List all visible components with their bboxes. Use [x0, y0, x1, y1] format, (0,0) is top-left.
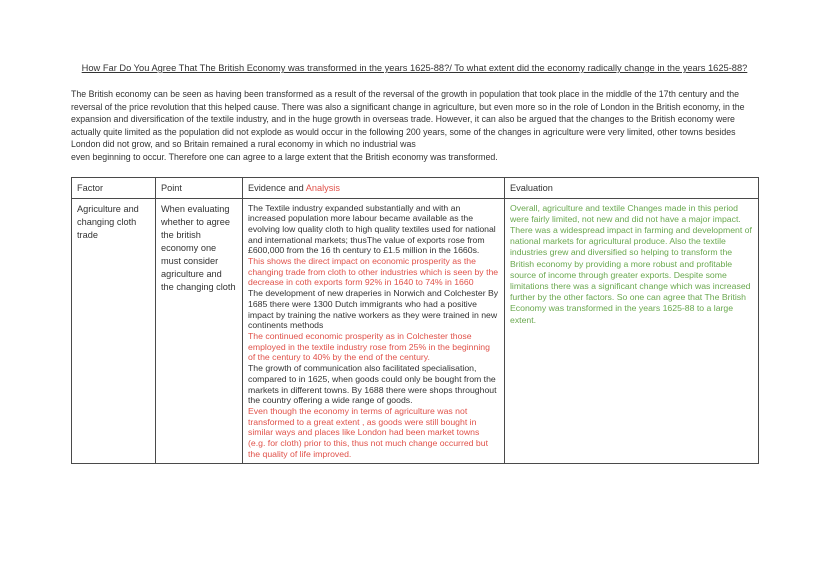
evidence-segment: The growth of communication also facilitated specialisation, compared to in 1625, when goods could only be bought from the markets in different towns. By 1688 there were shops throughout the country offering a wide range of goods.: [248, 363, 497, 406]
evidence-segment: The continued economic prosperity as in Colchester those employed in the textile industry rose from 25% in the beginning of the century to 40% by the end of the century.: [248, 331, 490, 363]
essay-table: [71, 177, 759, 465]
intro-paragraph-part1: The British economy can be seen as having been transformed as a result of the reversal of the growth in population that took place in the middle of the 17th century and the reversal of the price revolution that this helped cause. There was also a significant change in agriculture, but even more so in the role of London in the British economy, in the expansion and diversification of the textile industry, and in the huge growth in overseas trade. However, it can also be argued that the changes to the British economy were actually quite limited as the population did not explode as would occur in the following 200 years, some of the changes in agriculture were very limited, other towns besides London did not grow, and so Britain remained a rural economy in which no industrial was: [71, 89, 745, 150]
evidence-segment: Even though the economy in terms of agriculture was not transformed to a great extent , as goods were still bought in similar ways and places like London had been market towns (e.g. for cloth) prior to this, thus not much change occurred but the quality of life improved.: [248, 405, 488, 459]
evidence-segment: This shows the direct impact on economic prosperity as the changing trade from cloth to other industries which is seen by the decrease in coth exports form 92% in 1640 to 74% in 1660: [248, 256, 499, 288]
header-evaluation: Evaluation: [505, 177, 759, 198]
header-analysis-highlight: Analysis: [305, 182, 340, 193]
point-cell: When evaluating whether to agree the british economy one must consider agriculture and the changing cloth: [156, 198, 243, 464]
header-factor: Factor: [72, 177, 156, 198]
intro-paragraph-part2: even beginning to occur. Therefore one can agree to a large extent that the British economy was transformed.: [71, 151, 498, 162]
header-evidence-prefix: Evidence and: [248, 182, 306, 193]
evidence-segment: The Textile industry expanded substantially and with an increased population more labour became available as the evolving low quality cloth to high quality textiles used for national and international markets; thusThe value of exports rose from £600,000 from the 16 th century to £1.5 million in the 1660s.: [248, 202, 496, 256]
evaluation-cell: Overall, agriculture and textile Changes made in this period were fairly limited, not new and did not have a major impact. There was a widespread impact in farming and development of national markets for agricultural produce. Also the textile industries grew and diversified so helping to transform the British economy by providing a more robust and profitable source of income through greater exports. Despite some limitations there was a significant change which was increased further by the other factors. So one can agree that The British Economy was transformed in the years 1625-88 to a large extent.: [505, 198, 759, 464]
essay-title: How Far Do You Agree That The British Economy was transformed in the years 1625-88?/ To what extent did the economy radically change in the years 1625-88?: [81, 63, 748, 73]
evidence-analysis-cell: [243, 198, 505, 464]
factor-cell: Agriculture and changing cloth trade: [72, 198, 156, 464]
evidence-segment: The development of new draperies in Norwich and Colchester By 1685 there were 1300 Dutch immigrants who had a positive impact by training the native workers as they were trained in new continents methods: [248, 288, 499, 331]
intro-paragraph: [71, 88, 761, 164]
header-point: Point: [156, 177, 243, 198]
table-header-row: [72, 177, 759, 198]
table-row: [72, 198, 759, 464]
header-evidence-analysis: [243, 177, 505, 198]
